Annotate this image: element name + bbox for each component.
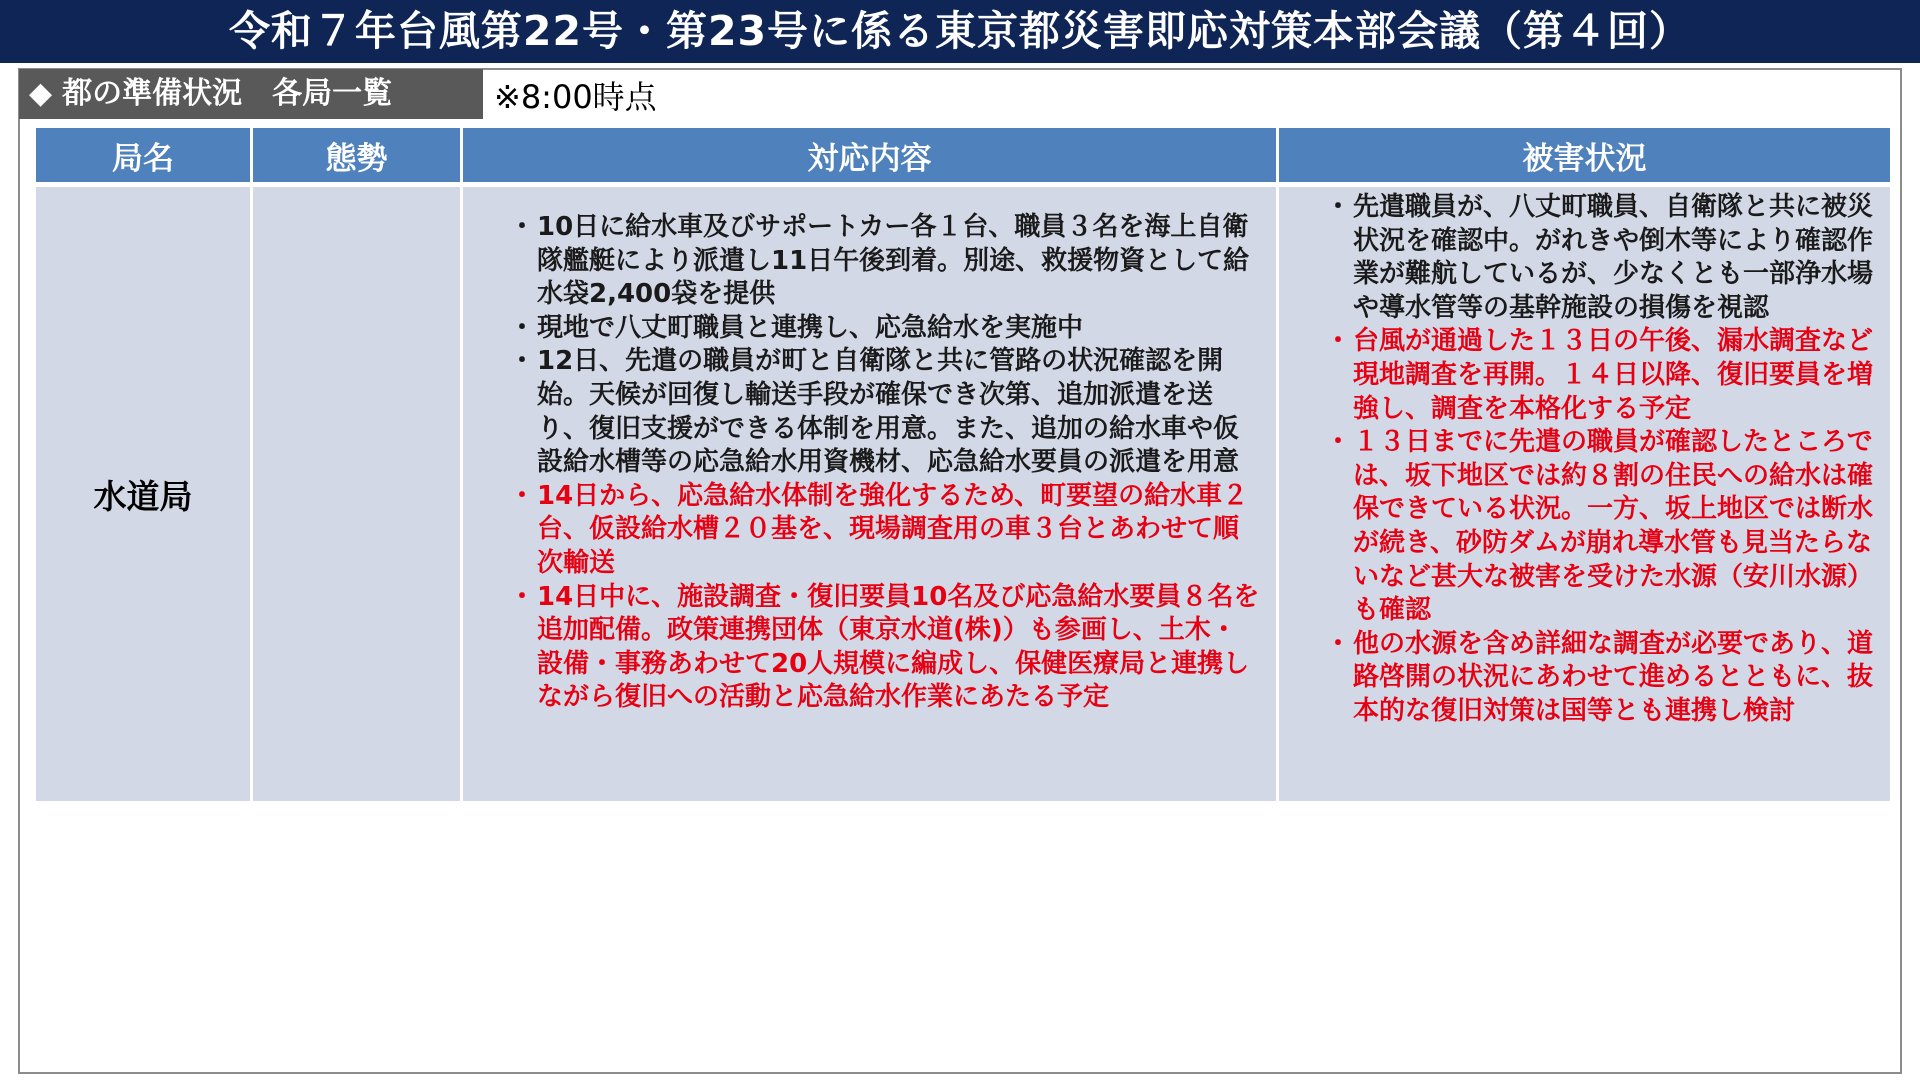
response-cell	[462, 185, 1278, 802]
list-item: ・ 現地で八丈町職員と連携し、応急給水を実施中	[513, 312, 1262, 346]
header-posture: 態勢	[252, 128, 462, 185]
section-subtitle: 各局一覧	[272, 76, 393, 111]
section-title: 都の準備状況	[62, 76, 243, 111]
list-item: ・ １３日までに先遣の職員が確認したところでは、坂下地区では約８割の住民への給水は確保できている状況。一方、坂上地区では断水が続き、砂防ダムが崩れ導水管も見当たらないなど甚大な被害を受けた水源（安川水源）も確認	[1329, 426, 1880, 628]
page-title: 令和７年台風第22号・第23号に係る東京都災害即応対策本部会議（第４回）	[0, 0, 1920, 63]
status-table	[33, 128, 1893, 801]
damage-cell	[1278, 185, 1892, 802]
posture-cell	[252, 185, 462, 802]
time-note: ※8:00時点	[494, 78, 657, 116]
bureau-name-cell: 水道局	[35, 185, 252, 802]
list-item: ・ 他の水源を含め詳細な調査が必要であり、道路啓開の状況にあわせて進めるとともに、抜本的な復旧対策は国等とも連携し検討	[1329, 628, 1880, 729]
damage-list	[1329, 191, 1880, 729]
table-row	[35, 185, 1892, 802]
response-list	[513, 211, 1262, 715]
list-item: ・ 台風が通過した１３日の午後、漏水調査など現地調査を再開。１４日以降、復旧要員を増強し、調査を本格化する予定	[1329, 325, 1880, 426]
list-item: ・ 先遣職員が、八丈町職員、自衛隊と共に被災状況を確認中。がれきや倒木等により確認作業が難航しているが、少なくとも一部浄水場や導水管等の基幹施設の損傷を視認	[1329, 191, 1880, 325]
table-header-row	[35, 128, 1892, 185]
diamond-bullet-icon: ◆	[29, 76, 53, 111]
list-item: ・ 14日から、応急給水体制を強化するため、町要望の給水車２台、仮設給水槽２０基を、現場調査用の車３台とあわせて順次輸送	[513, 480, 1262, 581]
list-item: ・ 12日、先遣の職員が町と自衛隊と共に管路の状況確認を開始。天候が回復し輸送手段が確保でき次第、追加派遣を送り、復旧支援ができる体制を用意。また、追加の給水車や仮設給水槽等の応急給水用資機材、応急給水要員の派遣を用意	[513, 345, 1262, 479]
header-response: 対応内容	[462, 128, 1278, 185]
header-bureau: 局名	[35, 128, 252, 185]
section-label	[19, 69, 483, 119]
list-item: ・ 14日中に、施設調査・復旧要員10名及び応急給水要員８名を追加配備。政策連携団体（東京水道(株)）も参画し、土木・設備・事務あわせて20人規模に編成し、保健医療局と連携しながら復旧への活動と応急給水作業にあたる予定	[513, 581, 1262, 715]
list-item: ・ 10日に給水車及びサポートカー各１台、職員３名を海上自衛隊艦艇により派遣し11日午後到着。別途、救援物資として給水袋2,400袋を提供	[513, 211, 1262, 312]
header-damage: 被害状況	[1278, 128, 1892, 185]
